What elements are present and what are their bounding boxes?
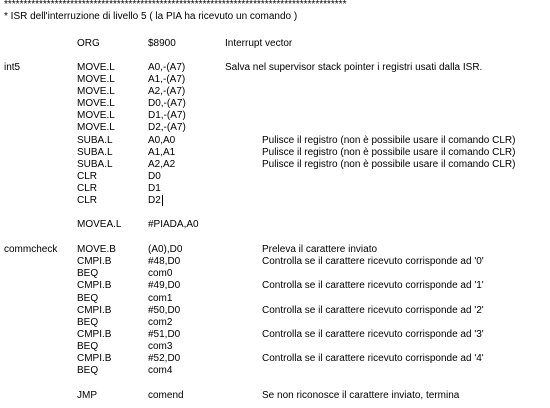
code-operand: com2: [148, 317, 173, 328]
code-line[interactable]: [0, 38, 550, 50]
code-line[interactable]: [0, 171, 550, 183]
code-line[interactable]: [0, 74, 550, 86]
code-comment: Controlla se il carattere ricevuto corrisponde ad '2': [262, 305, 484, 316]
code-line[interactable]: [0, 365, 550, 377]
code-operand: D1: [148, 183, 161, 194]
code-line[interactable]: [0, 122, 550, 134]
code-opcode: JMP: [77, 390, 97, 401]
code-comment: Salva nel supervisor stack pointer i registri usati dalla ISR.: [225, 62, 483, 73]
code-opcode: CMPI.B: [77, 280, 112, 291]
code-line[interactable]: [0, 280, 550, 292]
code-opcode: CMPI.B: [77, 353, 112, 364]
code-comment: Controlla se il carattere ricevuto corrisponde ad '1': [262, 280, 484, 291]
code-opcode: CLR: [77, 171, 98, 182]
code-operand: comend: [148, 390, 184, 401]
code-opcode: BEQ: [77, 268, 99, 279]
code-opcode: SUBA.L: [77, 159, 113, 170]
code-line[interactable]: [0, 353, 550, 365]
code-opcode: MOVE.L: [77, 98, 115, 109]
code-line[interactable]: [0, 195, 550, 207]
code-opcode: MOVE.L: [77, 110, 115, 121]
code-opcode: SUBA.L: [77, 147, 113, 158]
code-line[interactable]: [0, 390, 550, 402]
code-comment: Se non riconosce il carattere inviato, termina: [262, 390, 460, 401]
code-operand: A0,-(A7): [148, 62, 186, 73]
code-opcode: CLR: [77, 183, 98, 194]
code-comment: Controlla se il carattere ricevuto corrisponde ad '0': [262, 256, 484, 267]
code-opcode: MOVE.L: [77, 74, 115, 85]
code-opcode: CMPI.B: [77, 256, 112, 267]
code-opcode: SUBA.L: [77, 135, 113, 146]
code-line[interactable]: [0, 305, 550, 317]
code-line[interactable]: [0, 147, 550, 159]
header-comment: * ISR dell'interruzione di livello 5 ( la PIA ha ricevuto un comando ): [4, 11, 298, 22]
code-operand: #PIADA,A0: [148, 219, 199, 230]
code-comment: Interrupt vector: [225, 38, 293, 49]
code-comment: Controlla se il carattere ricevuto corrisponde ad '4': [262, 353, 484, 364]
code-opcode: CMPI.B: [77, 329, 112, 340]
separator-line: ****************************************************************************************: [4, 0, 347, 10]
text-cursor: [162, 195, 163, 206]
code-label: int5: [4, 62, 21, 73]
code-opcode: CMPI.B: [77, 305, 112, 316]
code-opcode: BEQ: [77, 293, 99, 304]
code-operand: com3: [148, 341, 173, 352]
code-line[interactable]: [0, 329, 550, 341]
code-line[interactable]: [0, 135, 550, 147]
code-operand: #49,D0: [148, 280, 181, 291]
code-operand: A0,A0: [148, 135, 176, 146]
code-operand: com0: [148, 268, 173, 279]
code-comment: Controlla se il carattere ricevuto corrisponde ad '3': [262, 329, 484, 340]
code-opcode: BEQ: [77, 317, 99, 328]
code-line[interactable]: [0, 256, 550, 268]
code-operand: #48,D0: [148, 256, 181, 267]
code-line[interactable]: [0, 293, 550, 305]
code-operand: A1,-(A7): [148, 74, 186, 85]
code-line[interactable]: [0, 159, 550, 171]
code-line[interactable]: [0, 341, 550, 353]
code-line[interactable]: [0, 98, 550, 110]
code-operand: com4: [148, 365, 173, 376]
code-operand: com1: [148, 293, 173, 304]
code-comment: Pulisce il registro (non è possibile usare il comando CLR): [262, 135, 516, 146]
code-operand: $8900: [148, 38, 176, 49]
code-line[interactable]: [0, 219, 550, 231]
code-opcode: MOVE.L: [77, 62, 115, 73]
code-operand: A2,A2: [148, 159, 176, 170]
code-operand: #51,D0: [148, 329, 181, 340]
code-comment: Pulisce il registro (non è possibile usare il comando CLR): [262, 147, 516, 158]
code-comment: Preleva il carattere inviato: [262, 244, 378, 255]
code-operand: A2,-(A7): [148, 86, 186, 97]
code-operand: D0,-(A7): [148, 98, 186, 109]
code-line[interactable]: [0, 86, 550, 98]
code-opcode: BEQ: [77, 341, 99, 352]
code-label: commcheck: [4, 244, 58, 255]
code-operand: #50,D0: [148, 305, 181, 316]
code-opcode: MOVEA.L: [77, 219, 122, 230]
code-line[interactable]: [0, 183, 550, 195]
code-line[interactable]: [0, 268, 550, 280]
code-operand: D2,-(A7): [148, 122, 186, 133]
code-operand: D1,-(A7): [148, 110, 186, 121]
code-line[interactable]: [0, 317, 550, 329]
code-opcode: CLR: [77, 195, 98, 206]
code-line[interactable]: [0, 62, 550, 74]
code-operand: A1,A1: [148, 147, 176, 158]
code-opcode: MOVE.B: [77, 244, 116, 255]
code-opcode: ORG: [77, 38, 100, 49]
code-opcode: BEQ: [77, 365, 99, 376]
code-line[interactable]: [0, 110, 550, 122]
code-operand: (A0),D0: [148, 244, 183, 255]
code-operand: D0: [148, 171, 161, 182]
code-opcode: MOVE.L: [77, 86, 115, 97]
code-line[interactable]: [0, 244, 550, 256]
code-comment: Pulisce il registro (non è possibile usare il comando CLR): [262, 159, 516, 170]
code-opcode: MOVE.L: [77, 122, 115, 133]
code-operand: #52,D0: [148, 353, 181, 364]
code-operand: D2: [148, 195, 161, 206]
